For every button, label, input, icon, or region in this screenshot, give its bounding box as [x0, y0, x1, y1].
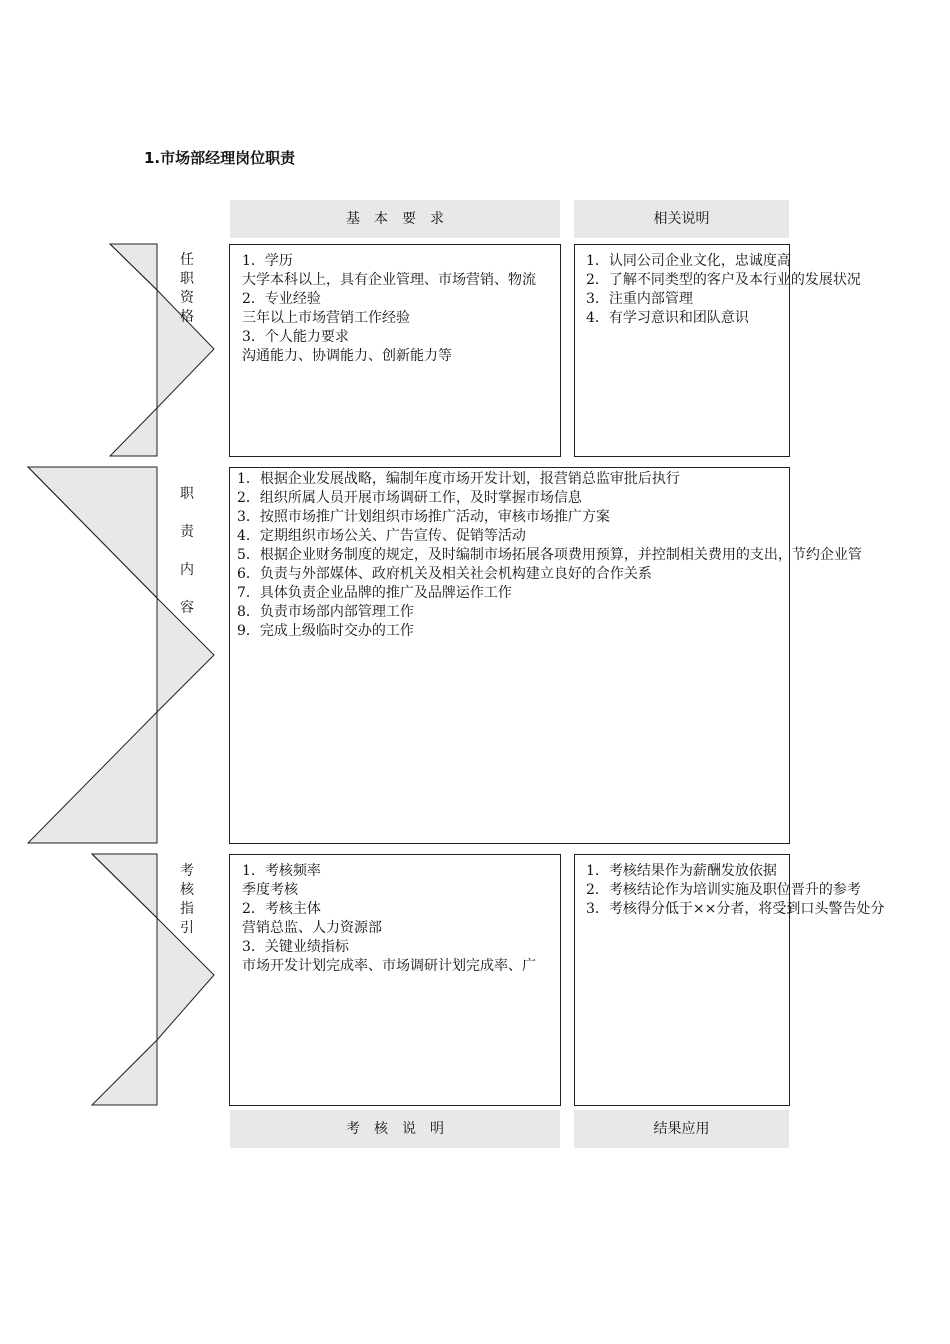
list-item: 2．专业经验: [242, 291, 321, 307]
list-item: 季度考核: [242, 882, 298, 898]
list-item: 1．考核频率: [242, 863, 321, 879]
header-basic-requirements: 基 本 要 求: [230, 200, 560, 238]
header-assessment-notes: 考 核 说 明: [230, 1110, 560, 1148]
page-title: 1.市场部经理岗位职责: [144, 149, 296, 167]
list-item: 3．个人能力要求: [242, 329, 349, 345]
label-char: 容: [180, 600, 194, 616]
list-item: 市场开发计划完成率、市场调研计划完成率、广: [242, 958, 536, 974]
label-char: 引: [180, 920, 194, 936]
list-item: 3．按照市场推广计划组织市场推广活动，审核市场推广方案: [237, 509, 610, 525]
assessment-label: [177, 862, 197, 938]
qualification-chevron: [110, 244, 214, 456]
assessment-results-list: [586, 862, 884, 919]
label-char: 考: [180, 863, 194, 879]
duties-label: [177, 475, 197, 627]
list-item: 5．根据企业财务制度的规定，及时编制市场拓展各项费用预算，并控制相关费用的支出，节约企业管: [237, 547, 862, 563]
list-item: 3．关键业绩指标: [242, 939, 349, 955]
label-char: 职: [180, 486, 194, 502]
list-item: 1．考核结果作为薪酬发放依据: [586, 863, 777, 879]
list-item: 营销总监、人力资源部: [242, 920, 382, 936]
list-item: 9．完成上级临时交办的工作: [237, 623, 414, 639]
list-item: 大学本科以上，具有企业管理、市场营销、物流: [242, 272, 536, 288]
list-item: 8．负责市场部内部管理工作: [237, 604, 414, 620]
qualification-requirements-list: [242, 252, 536, 366]
list-item: 2．组织所属人员开展市场调研工作，及时掌握市场信息: [237, 490, 582, 506]
list-item: 7．具体负责企业品牌的推广及品牌运作工作: [237, 585, 512, 601]
label-char: 指: [180, 901, 194, 917]
list-item: 2．了解不同类型的客户及本行业的发展状况: [586, 272, 861, 288]
label-char: 核: [180, 882, 194, 898]
list-item: 1．学历: [242, 253, 293, 269]
list-item: 三年以上市场营销工作经验: [242, 310, 410, 326]
label-char: 职: [180, 271, 194, 287]
list-item: 4．有学习意识和团队意识: [586, 310, 749, 326]
assessment-criteria-list: [242, 862, 536, 976]
list-item: 3．注重内部管理: [586, 291, 693, 307]
list-item: 2．考核主体: [242, 901, 321, 917]
label-char: 责: [180, 524, 194, 540]
label-char: 任: [180, 252, 194, 268]
label-char: 资: [180, 290, 194, 306]
list-item: 沟通能力、协调能力、创新能力等: [242, 348, 452, 364]
list-item: 1．根据企业发展战略，编制年度市场开发计划，报营销总监审批后执行: [237, 471, 680, 487]
list-item: 3．考核得分低于××分者，将受到口头警告处分: [586, 901, 885, 917]
list-item: 6．负责与外部媒体、政府机关及相关社会机构建立良好的合作关系: [237, 566, 652, 582]
list-item: 4．定期组织市场公关、广告宣传、促销等活动: [237, 528, 526, 544]
qualification-notes-list: [586, 252, 861, 328]
header-result-application: 结果应用: [574, 1110, 789, 1148]
list-item: 1．认同公司企业文化，忠诚度高: [586, 253, 791, 269]
header-related-notes: 相关说明: [574, 200, 789, 238]
label-char: 格: [180, 309, 194, 325]
list-item: 2．考核结论作为培训实施及职位晋升的参考: [586, 882, 861, 898]
label-char: 内: [180, 562, 194, 578]
qualification-label: [177, 251, 197, 327]
duties-list: [237, 470, 862, 641]
